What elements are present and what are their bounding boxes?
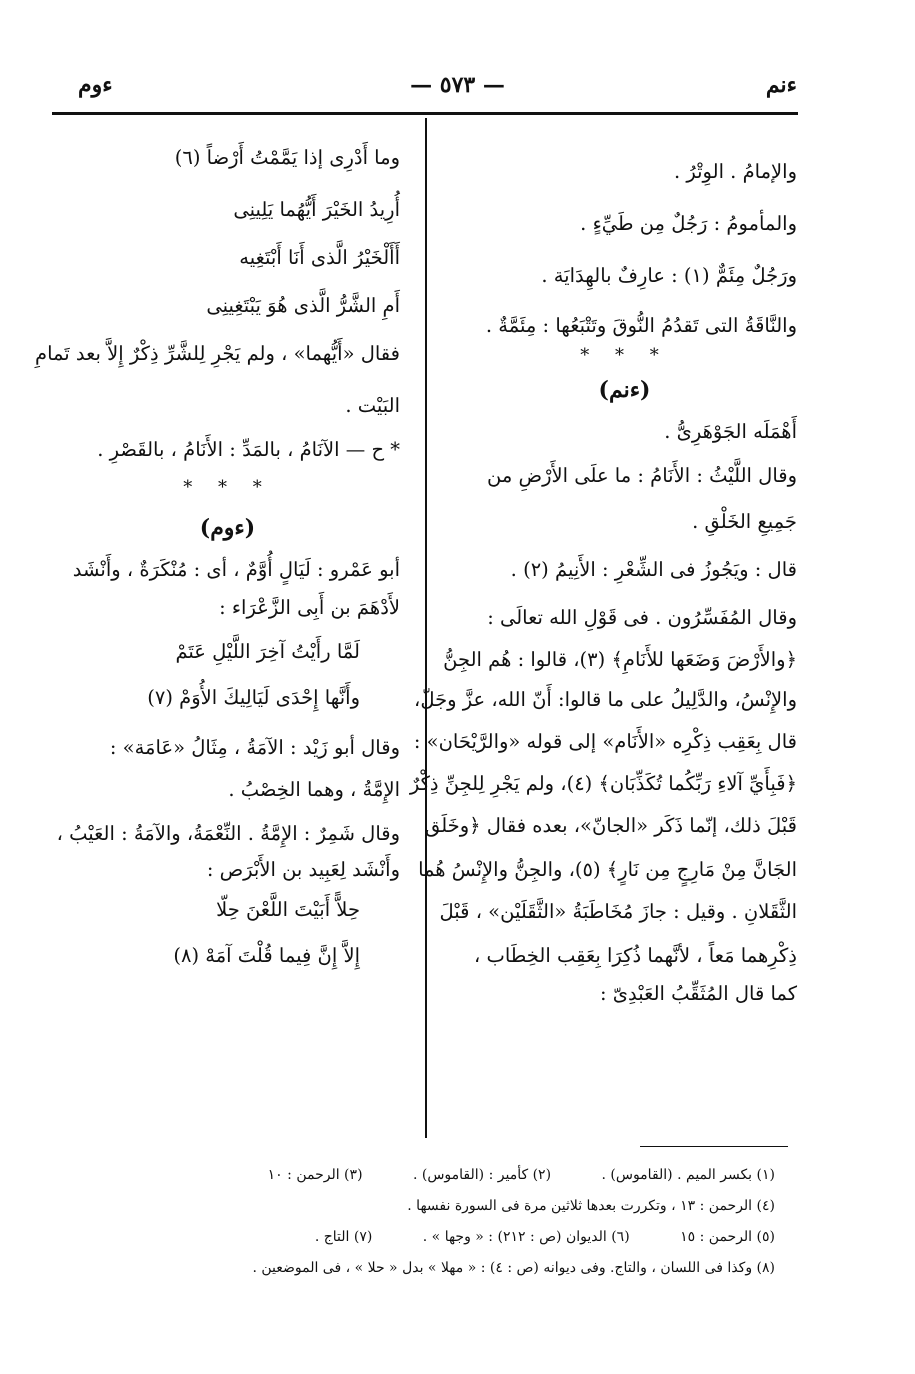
- text-line: قال : ويَجُوزُ فى الشِّعْرِ : الأَنِيمُ (٢) .: [510, 558, 797, 581]
- text-line: والإِنْسُ، والدَّلِيلُ على ما قالوا: أَنّ الله، عزَّ وجَلّ،: [414, 688, 797, 711]
- footnote-line: [75, 1160, 775, 1191]
- text-line: والنَّاقَةُ التى تَقدُمُ النُّوقَ وتَتْبَعُها : مِئَمَّةٌ .: [485, 314, 797, 337]
- text-line: وأَنْشَد لِعَبِيد بن الأَبْرَص :: [206, 858, 400, 881]
- text-line: والإمامُ . الوِتْرُ .: [673, 160, 797, 183]
- text-line: أبو عَمْرو : لَيَالٍ أُوَّمٌ ، أى : مُنْكَرَةٌ ، وأَنْشَد: [72, 558, 400, 581]
- verse-line: أَأَلْخَيْرُ الَّذى أَنَا أَبْتَغِيه: [239, 246, 400, 269]
- verse-line: وما أَدْرِى إذا يَمَّمْتُ أَرْضاً (٦): [174, 146, 400, 169]
- text-line: كما قال المُثَقِّبُ العَبْدِىّ :: [600, 982, 797, 1005]
- text-line: والمأمومُ : رَجُلٌ مِن طَيِّءٍ .: [580, 212, 797, 235]
- footnote-3: (٣) الرحمن : ١٠: [267, 1167, 363, 1183]
- footnote-rule: [640, 1146, 788, 1147]
- text-line: ذِكْرِهما مَعاً ، لأنَّهما ذُكِرَا بِعَقِب الخِطَاب ،: [474, 944, 797, 967]
- header-rule: [52, 112, 798, 115]
- footnote-8: (٨) وكذا فى اللسان ، والتاج. وفى ديوانه (ص : ٤) : « مهلا » بدل « حلا » ، فى الموضعين .: [252, 1260, 775, 1276]
- text-line: جَمِيعِ الخَلْقِ .: [692, 510, 797, 533]
- verse-line: لَمَّا رأَيْتُ آخِرَ اللَّيْلِ عَتَمْ: [175, 640, 360, 663]
- header-root-right: ءنم: [765, 72, 797, 98]
- text-line: وقال المُفَسِّرُون . فى قَوْلِ الله تعالَى :: [487, 606, 797, 629]
- verse-line: أَمِ الشَّرُّ الَّذى هُوَ يَبْتَغِينِى: [206, 294, 400, 317]
- text-line: * ح — الآنَامُ ، بالمَدِّ : الأَنَامُ ، بالقَصْرِ .: [97, 438, 400, 461]
- text-line: أَهْمَلَه الجَوْهَرِىُّ .: [664, 420, 797, 443]
- text-line: قَبْلَ ذلك، إنّما ذَكَر «الجانّ»، بعده فقال ﴿وخَلَق: [424, 814, 797, 837]
- text-line: ﴿فَبِأَيِّ آلاءِ رَبِّكُما تُكَذِّبَان﴾ (٤)، ولم يَجْرِ لِلجِنِّ ذِكْرٌ: [409, 772, 797, 795]
- entry-heading: (ءوم): [199, 515, 256, 541]
- right-column: [409, 125, 797, 1009]
- left-column: [35, 125, 400, 971]
- footnote-1: (١) بكسر الميم . (القاموس) .: [601, 1167, 775, 1183]
- footnote-2: (٢) كأمير : (القاموس) .: [412, 1167, 552, 1183]
- column-divider: [425, 118, 427, 1138]
- footnote-line: [75, 1222, 775, 1253]
- text-line: الثَّقَلانِ . وقيل : جازَ مُخَاطَبَةُ «الثَّقَلَيْن» ، قَبْلَ: [439, 900, 797, 923]
- entry-heading: (ءنم): [598, 377, 651, 403]
- footnote-6: (٦) الديوان (ص : ٢١٢) : « وجها » .: [422, 1229, 630, 1245]
- verse-line: إِلاَّ إِنَّ فِيما قُلْتَ آمَهْ (٨): [173, 944, 360, 967]
- text-line: وقال أبو زَيْد : الآمَةُ ، مِثَالُ «عَامَة» :: [109, 736, 400, 759]
- footnote-4: (٤) الرحمن : ١٣ ، وتكررت بعدها ثلاثين مرة فى السورة نفسها .: [407, 1198, 775, 1214]
- verse-line: أُرِيدُ الخَيْرَ أَيُّهُما يَلِينِى: [233, 198, 400, 221]
- footnotes: [75, 1160, 775, 1284]
- text-line: ورَجُلٌ مِئَمٌّ (١) : عارِفٌ بالهِدَايَة .: [541, 264, 797, 287]
- text-line: قال بِعَقِب ذِكْرِه «الأَنَام» إلى قوله «والرَّيْحَان» :: [413, 730, 797, 753]
- verse-line: حِلاًّ أَبَيْتَ اللَّعْنَ حِلّا: [216, 898, 360, 921]
- text-line: وقال شَمِرٌ : الإِمَّةُ . النِّعْمَةُ، والآمَةُ : العَيْبُ ،: [56, 822, 400, 845]
- text-line: البَيْت .: [345, 394, 400, 417]
- verse-line: وأَنَّها إِحْدَى لَيَالِيكَ الأُوَمْ (٧): [147, 686, 360, 709]
- header-root-left: ءوم: [78, 72, 113, 98]
- footnote-5: (٥) الرحمن : ١٥: [680, 1229, 775, 1245]
- page-number: — ٥٧٣ —: [410, 72, 505, 98]
- section-separator: * * *: [580, 345, 669, 366]
- text-line: وقال اللَّيْثُ : الأَنَامُ : ما علَى الأَرْضِ من: [487, 464, 797, 487]
- section-separator: * * *: [183, 477, 272, 498]
- text-line: الجَانَّ مِنْ مَارِجٍ مِن نَارٍ﴾ (٥)، والجِنُّ والإِنْسُ هُما: [418, 858, 797, 881]
- text-line: ﴿والأَرْضَ وَضَعَها للأَنَامِ﴾ (٣)، قالوا : هُم الجِنُّ: [443, 648, 797, 671]
- text-line: الإِمَّةُ ، وهما الخِصْبُ .: [228, 778, 400, 801]
- footnote-7: (٧) التاج .: [314, 1229, 373, 1245]
- text-line: لأَدْهَمَ بن أَبِى الزَّعْرَاء :: [219, 596, 400, 619]
- text-line: فقال «أَيُّهما» ، ولم يَجْرِ لِلشَّرِّ ذِكْرٌ إِلاَّ بعد تَمامِ: [35, 342, 400, 365]
